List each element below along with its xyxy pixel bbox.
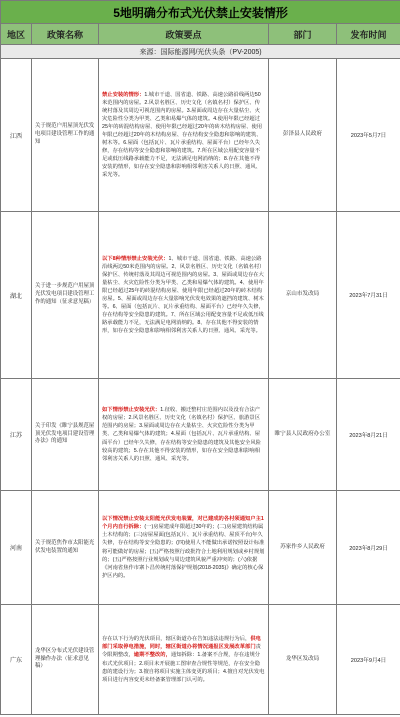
policy-points-cell bbox=[99, 379, 269, 491]
policy-points-cell bbox=[99, 59, 269, 212]
policy-name-cell: 关于规范户用屋顶光伏发电项目建设管理工作的通知 bbox=[32, 59, 99, 212]
source-row bbox=[1, 45, 400, 59]
date-cell: 2023年8月21日 bbox=[337, 379, 400, 491]
points-body: 1.征收、搬迁整村庄范围内以及没有合法产权的房屋；2.风景名胜区、历史文化（名镇名村）保护区、旅游景区范围内的房屋；3.屋面或周边存在大量枯尘、火灾危险性分类为甲类、乙类和易爆气体的建筑；4.屋面（包括瓦片、瓦片承重结构、屋面平台）已经年久失修，存在结构等安全隐患的建筑及其他安全风险较高的建筑；5.存在其他不得安装的情形，如存在安全隐患和影响相邻利害关系人的日照、通风、采光等。 bbox=[102, 407, 261, 462]
points-body-a: 存在以下行为的光伏项目，辖区街道办在告知违法违规行为后， bbox=[102, 636, 251, 643]
header-policy-points: 政策要点 bbox=[99, 24, 269, 45]
header-region: 地区 bbox=[1, 24, 32, 45]
table-row bbox=[1, 379, 400, 491]
points-lead: 以下情况禁止安装太阳能光伏发电装置，对已建成的各村须通知户主1个月内自行拆除： bbox=[102, 516, 264, 531]
region-cell: 江西 bbox=[1, 59, 32, 212]
department-cell: 龙华区发改局 bbox=[269, 605, 337, 715]
points-lead: 禁止安装的情形： bbox=[102, 91, 145, 98]
region-cell: 湖北 bbox=[1, 212, 32, 379]
header-policy-name: 政策名称 bbox=[32, 24, 99, 45]
date-cell: 2023年5月7日 bbox=[337, 59, 400, 212]
table-row bbox=[1, 59, 400, 212]
region-cell: 广东 bbox=[1, 605, 32, 715]
table-row bbox=[1, 605, 400, 715]
date-cell: 2023年8月29日 bbox=[337, 491, 400, 605]
policy-points-cell bbox=[99, 605, 269, 715]
points-emphasis-b: 逾期不整改的， bbox=[133, 652, 171, 659]
date-cell: 2023年9月4日 bbox=[337, 605, 400, 715]
region-cell: 河南 bbox=[1, 491, 32, 605]
points-lead: 以下8种情形禁止安装光伏： bbox=[102, 255, 169, 262]
policy-name-cell: 关于规范焦作市太阳能光伏发电装置的通知 bbox=[32, 491, 99, 605]
region-cell: 江苏 bbox=[1, 379, 32, 491]
header-date: 发布时间 bbox=[337, 24, 400, 45]
points-body: 1.城市干道、国省道、铁路、高速公路沿线两边50米范围内的房屋。2.风景名胜区、历史文化（名镇名村）保护区、传统村落及其周边可视范围内的房屋。3.屋面或周边存在大量枯尘、火灾危险性分类为甲类、乙类和易爆气体的建筑。4.使用年限已经超过25年的砖混结构房屋、使用年限已经超过20年的砖木结构房屋、使用年限已经超过20年的木结构房屋、存在结构安全隐患和影响的建筑、树木等。6.屋面（包括瓦片、瓦片承重结构、屋面平台）已经年久失修，存在结构等安全隐患和影响的建筑。7.所在区域公用配变容量不足或低压线路承载能力不足，无法满足电网消纳的；8.存在其他不得安装的情形，如存在安全隐患和影响相邻利害关系人的日照、通风、采光等。 bbox=[102, 91, 263, 179]
points-body: (一)房屋建成年限超过30年的；(二)房屋建筑结构属土木结构的；(三)房屋屋面(包括瓦片、瓦片承重结构、屋顶平台)年久失修，存在结构等安全隐患的；(四)使用人不能做出承诺按照设计标准将可能做好的房屋；(五)严格按照行政批符合土地利用规划或乡村规划的；(五)严格按照行业规划或与周边建筑风貌严重冲突的；(六)依据《河南省焦作市寨卜昌传统村落保护规划(2018-2035)》确定的核心保护区内的。 bbox=[102, 524, 265, 579]
policy-points-cell bbox=[99, 491, 269, 605]
policy-name-cell: 关于进一步规范户用屋顶光伏发电项目建设管理工作的通知（征求意见稿） bbox=[32, 212, 99, 379]
policy-points-cell bbox=[99, 212, 269, 379]
source-text: 来源：国际能源网/光伏头条（PV-2005) bbox=[1, 45, 400, 59]
table-title: 5地明确分布式光伏禁止安装情形 bbox=[1, 1, 400, 24]
table-row bbox=[1, 212, 400, 379]
department-cell: 彭泽县人民政府 bbox=[269, 59, 337, 212]
department-cell: 睢宁县人民政府办公室 bbox=[269, 379, 337, 491]
points-emphasis-a: 供电部门采取停电措施，同时，辖区街道办将情况通报区发展改革部门 bbox=[102, 636, 261, 651]
header-row bbox=[1, 24, 400, 45]
table-row bbox=[1, 491, 400, 605]
date-cell: 2023年7月31日 bbox=[337, 212, 400, 379]
title-row bbox=[1, 1, 400, 24]
header-department: 部门 bbox=[269, 24, 337, 45]
department-cell: 苏家作乡人民政府 bbox=[269, 491, 337, 605]
department-cell: 京山市发改局 bbox=[269, 212, 337, 379]
policy-name-cell: 龙华区分布式光伏建设管理操作办法（征求意见稿） bbox=[32, 605, 99, 715]
points-body-b: 责令限期整改， bbox=[102, 644, 261, 659]
points-lead: 如下情形禁止安装光伏： bbox=[102, 407, 161, 414]
points-body-c: 通知拆除：1.备案不合规，存在违规分布式光伏项目；2.项目未开展施工图审查合规性等规范，存在安全隐患的建设行为；3.擅自将项目实施主体变更的项目；4.擅自对光伏发电项目进行内容变更未经备案管理部门认可的。 bbox=[102, 652, 265, 683]
points-body: 1、城市干道、国省道、铁路、高速公路沿线两边50米范围内的房屋。2、风景名胜区、历史文化（名镇名村）保护区、传统村落及其周边可视范围内的房屋。3、屋面或周边存在大量枯尘、火灾危险性分类为甲类、乙类和易爆气体的建筑。4、使用年限已经超过25年的砖混结构房屋、使用年限已经超过20年的砖木结构房屋。5、屋面或周边存在大量影响光伏发电效果的遮挡的建筑、树木等。6、屋面（包括瓦片、瓦片承重结构、屋面平台）已经年久失修，存在结构等安全隐患的建筑。7、所在区域公用配变容量不足或低压线路承载能力不足，无法满足电网消纳的。8、存在其他不得安装的情形，如存在安全隐患和影响相邻利害关系人的日照、通风、采光等。 bbox=[102, 255, 265, 335]
policy-name-cell: 关于印发《睢宁县规范屋顶光伏发电项目建设管理办法》的通知 bbox=[32, 379, 99, 491]
